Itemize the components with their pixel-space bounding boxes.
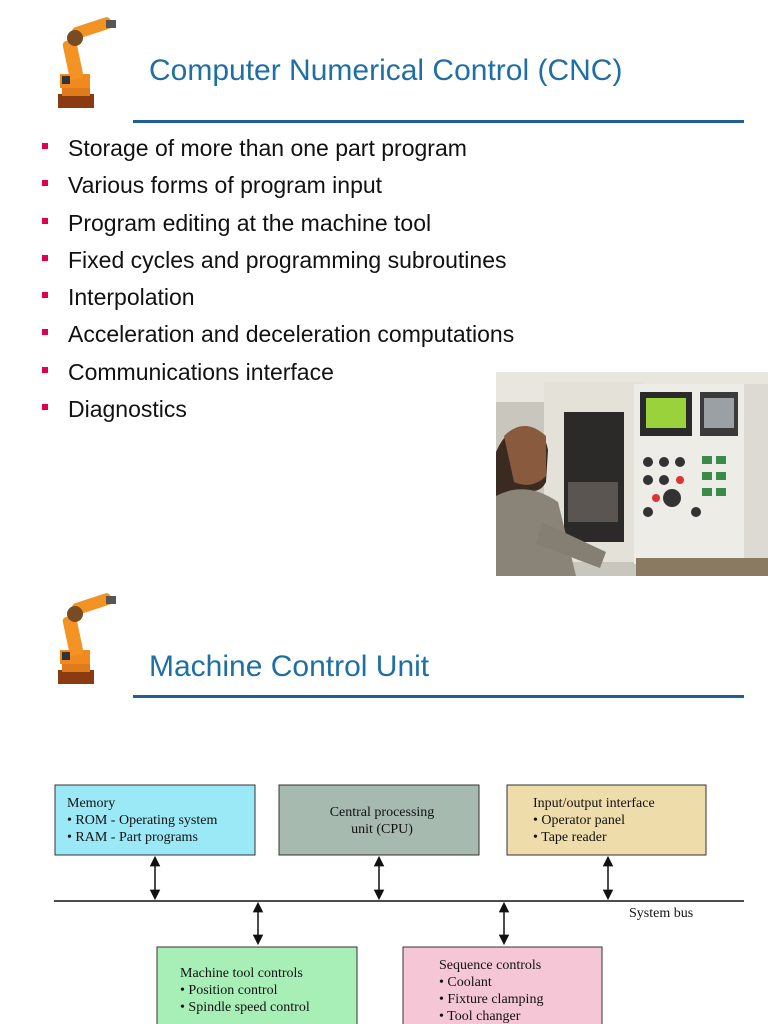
sequence-item: • Tool changer (439, 1009, 521, 1024)
bullet-marker (42, 218, 48, 224)
bullet-marker (42, 292, 48, 298)
io-box (507, 785, 706, 855)
list-item: Interpolation (40, 280, 514, 317)
list-item: Acceleration and deceleration computations (40, 317, 514, 354)
io-title: Input/output interface (533, 796, 655, 811)
bullet-marker (42, 143, 48, 149)
list-item: Storage of more than one part program (40, 131, 514, 168)
machine-item: • Position control (180, 983, 278, 998)
io-item: • Operator panel (533, 813, 625, 828)
machine-title: Machine tool controls (180, 966, 303, 981)
memory-item: • ROM - Operating system (67, 813, 218, 828)
title-underline (133, 695, 744, 698)
mcu-block-diagram (0, 770, 768, 1024)
cnc-operator-photo (496, 372, 768, 576)
memory-box (55, 785, 255, 855)
system-bus-label: System bus (629, 906, 694, 921)
machine-item: • Spindle speed control (180, 1000, 310, 1015)
slide-title-cnc: Computer Numerical Control (CNC) (149, 54, 623, 87)
robot-arm-icon (48, 592, 120, 688)
list-item: Program editing at the machine tool (40, 206, 514, 243)
list-item: Fixed cycles and programming subroutines (40, 243, 514, 280)
cpu-label-line1: Central processing (329, 805, 435, 820)
sequence-controls-box (403, 947, 602, 1024)
cpu-label-line2: unit (CPU) (351, 822, 413, 837)
bullet-marker (42, 367, 48, 373)
bullet-marker (42, 329, 48, 335)
list-item: Various forms of program input (40, 168, 514, 205)
sequence-title: Sequence controls (439, 958, 542, 973)
sequence-item: • Coolant (439, 975, 492, 990)
memory-item: • RAM - Part programs (67, 830, 198, 845)
feature-list (40, 131, 514, 429)
memory-title: Memory (67, 796, 116, 811)
list-item: Diagnostics (40, 392, 514, 429)
list-item: Communications interface (40, 355, 514, 392)
bullet-marker (42, 255, 48, 261)
slide-title-mcu: Machine Control Unit (149, 650, 430, 683)
io-item: • Tape reader (533, 830, 607, 845)
robot-arm-icon (48, 16, 120, 112)
bullet-marker (42, 404, 48, 410)
title-underline (133, 120, 744, 123)
machine-tool-controls-box (157, 947, 357, 1024)
cpu-box (279, 785, 479, 855)
sequence-item: • Fixture clamping (439, 992, 544, 1007)
bullet-marker (42, 180, 48, 186)
